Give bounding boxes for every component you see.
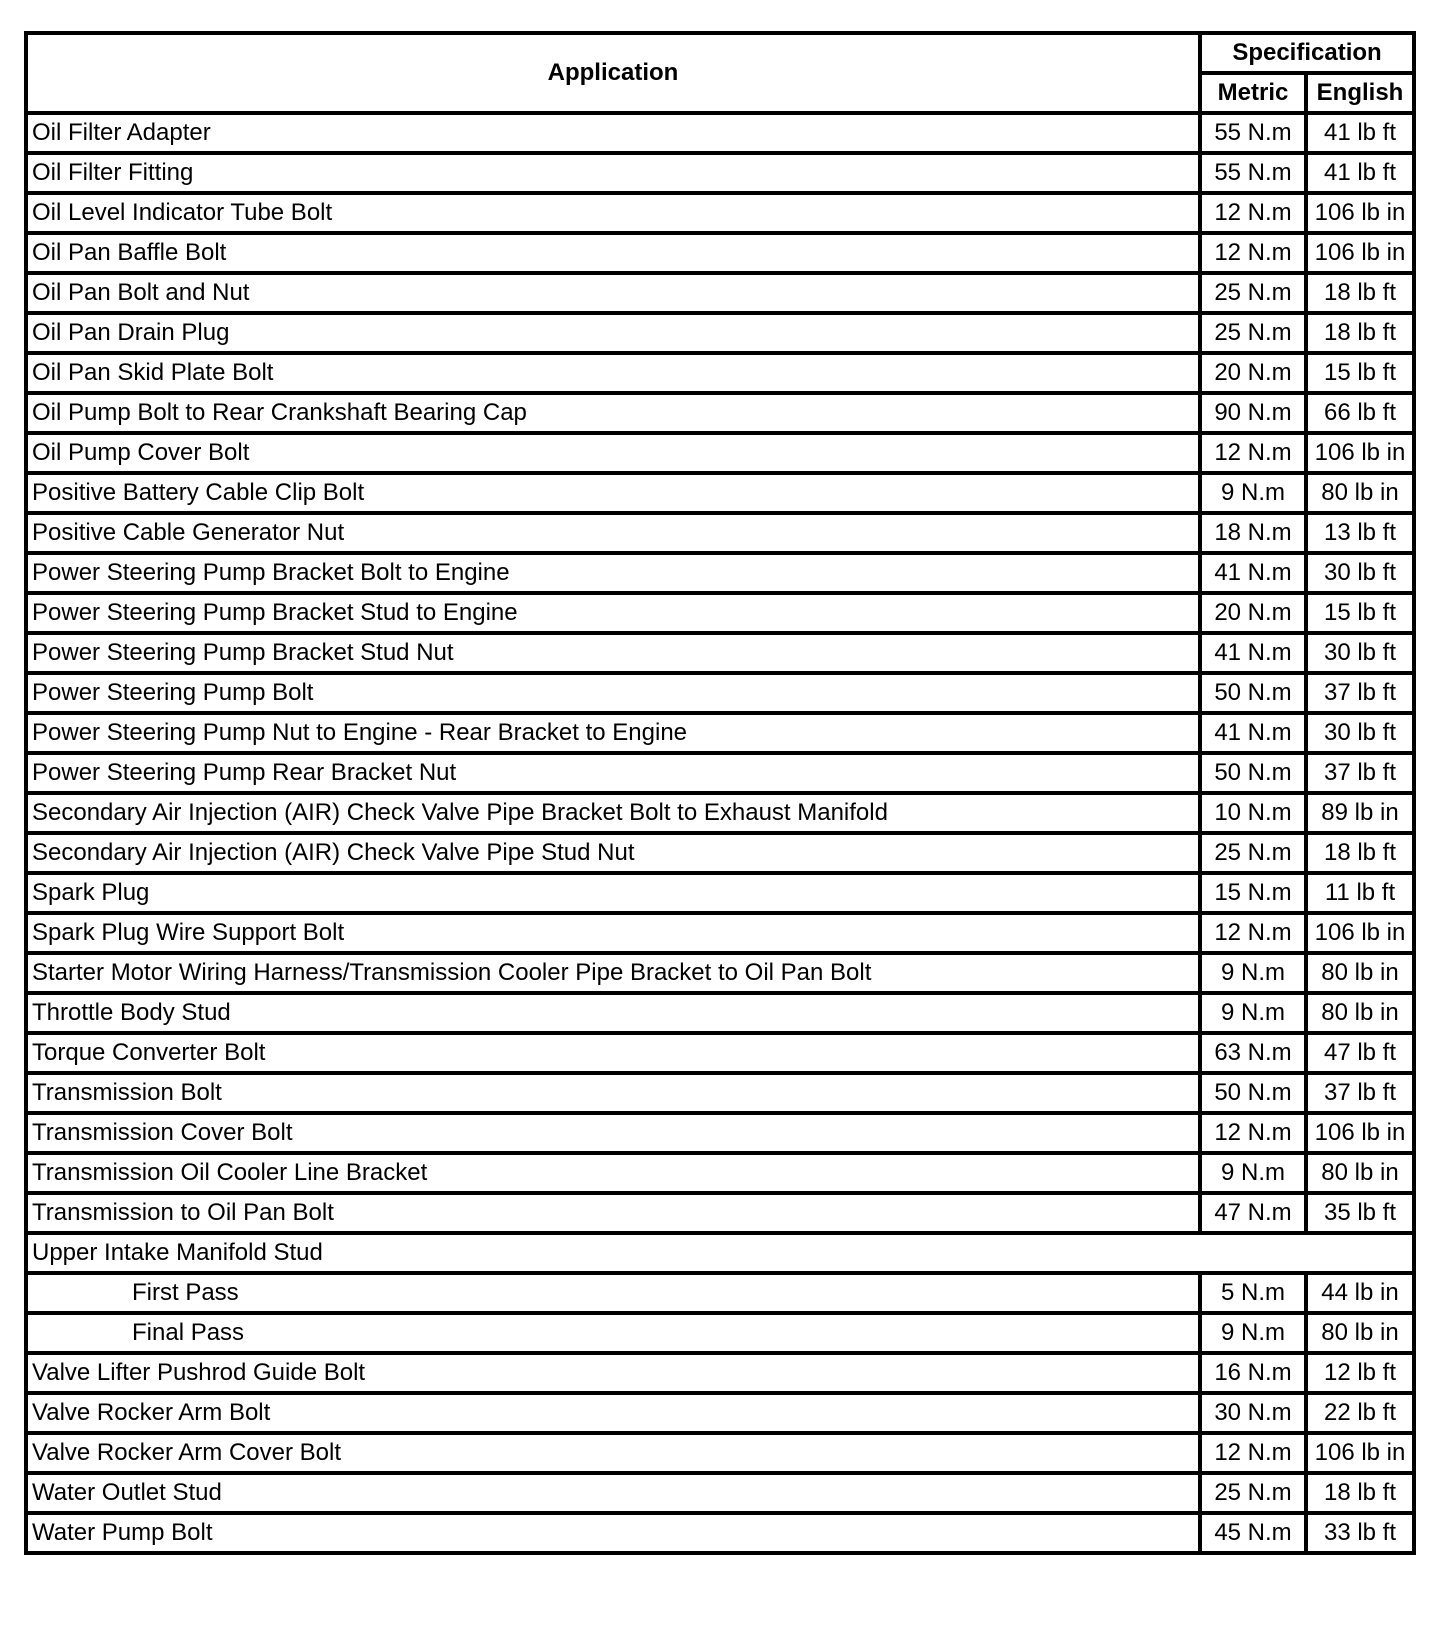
metric-cell: 90 N.m (1200, 393, 1306, 433)
english-cell: 30 lb ft (1306, 633, 1414, 673)
english-cell: 15 lb ft (1306, 353, 1414, 393)
table-row (26, 993, 1414, 1033)
table-row (26, 593, 1414, 633)
table-row (26, 873, 1414, 913)
metric-cell: 5 N.m (1200, 1273, 1306, 1313)
english-cell: 80 lb in (1306, 953, 1414, 993)
application-cell: Power Steering Pump Bracket Stud to Engine (26, 593, 1200, 633)
metric-cell: 45 N.m (1200, 1513, 1306, 1553)
english-header: English (1306, 73, 1414, 113)
table-row (26, 913, 1414, 953)
metric-cell: 25 N.m (1200, 313, 1306, 353)
table-group-row (26, 1233, 1414, 1273)
table-row (26, 393, 1414, 433)
english-cell: 47 lb ft (1306, 1033, 1414, 1073)
application-cell: Torque Converter Bolt (26, 1033, 1200, 1073)
table-row (26, 1073, 1414, 1113)
application-cell: Oil Pan Drain Plug (26, 313, 1200, 353)
table-row (26, 113, 1414, 153)
metric-cell: 9 N.m (1200, 953, 1306, 993)
application-cell: Oil Pan Baffle Bolt (26, 233, 1200, 273)
table-row (26, 1393, 1414, 1433)
table-row (26, 953, 1414, 993)
english-cell: 80 lb in (1306, 1153, 1414, 1193)
english-cell: 18 lb ft (1306, 313, 1414, 353)
metric-cell: 9 N.m (1200, 1153, 1306, 1193)
table-row (26, 1113, 1414, 1153)
table-row (26, 1273, 1414, 1313)
application-cell: Oil Pan Bolt and Nut (26, 273, 1200, 313)
metric-cell: 9 N.m (1200, 993, 1306, 1033)
application-cell: Secondary Air Injection (AIR) Check Valve Pipe Bracket Bolt to Exhaust Manifold (26, 793, 1200, 833)
metric-cell: 18 N.m (1200, 513, 1306, 553)
table-row (26, 1473, 1414, 1513)
english-cell: 18 lb ft (1306, 273, 1414, 313)
application-cell: Oil Filter Fitting (26, 153, 1200, 193)
metric-cell: 55 N.m (1200, 113, 1306, 153)
metric-cell: 30 N.m (1200, 1393, 1306, 1433)
torque-specification-table (24, 31, 1416, 1555)
application-cell: Power Steering Pump Bolt (26, 673, 1200, 713)
table-header (26, 33, 1414, 113)
english-cell: 89 lb in (1306, 793, 1414, 833)
english-cell: 66 lb ft (1306, 393, 1414, 433)
application-cell: Oil Pump Bolt to Rear Crankshaft Bearing Cap (26, 393, 1200, 433)
application-cell: Transmission Cover Bolt (26, 1113, 1200, 1153)
application-cell: Spark Plug Wire Support Bolt (26, 913, 1200, 953)
specification-header: Specification (1200, 33, 1414, 73)
application-cell: Water Pump Bolt (26, 1513, 1200, 1553)
table-row (26, 1193, 1414, 1233)
table-row (26, 833, 1414, 873)
application-cell: Oil Pan Skid Plate Bolt (26, 353, 1200, 393)
english-cell: 30 lb ft (1306, 713, 1414, 753)
metric-cell: 20 N.m (1200, 353, 1306, 393)
english-cell: 35 lb ft (1306, 1193, 1414, 1233)
application-cell: Transmission to Oil Pan Bolt (26, 1193, 1200, 1233)
english-cell: 106 lb in (1306, 1433, 1414, 1473)
application-cell: Oil Filter Adapter (26, 113, 1200, 153)
english-cell: 106 lb in (1306, 913, 1414, 953)
table-row (26, 1033, 1414, 1073)
metric-cell: 50 N.m (1200, 673, 1306, 713)
table-row (26, 473, 1414, 513)
application-cell: Positive Battery Cable Clip Bolt (26, 473, 1200, 513)
english-cell: 13 lb ft (1306, 513, 1414, 553)
metric-cell: 25 N.m (1200, 273, 1306, 313)
metric-cell: 12 N.m (1200, 1433, 1306, 1473)
table-row (26, 233, 1414, 273)
metric-cell: 12 N.m (1200, 233, 1306, 273)
metric-cell: 12 N.m (1200, 433, 1306, 473)
application-cell: Spark Plug (26, 873, 1200, 913)
application-cell: Power Steering Pump Bracket Bolt to Engine (26, 553, 1200, 593)
metric-cell: 9 N.m (1200, 1313, 1306, 1353)
english-cell: 30 lb ft (1306, 553, 1414, 593)
metric-cell: 50 N.m (1200, 753, 1306, 793)
table-row (26, 1153, 1414, 1193)
metric-cell: 12 N.m (1200, 913, 1306, 953)
english-cell: 41 lb ft (1306, 113, 1414, 153)
application-cell: Secondary Air Injection (AIR) Check Valve Pipe Stud Nut (26, 833, 1200, 873)
table-row (26, 553, 1414, 593)
metric-cell: 9 N.m (1200, 473, 1306, 513)
application-cell: Power Steering Pump Rear Bracket Nut (26, 753, 1200, 793)
application-cell: Power Steering Pump Nut to Engine - Rear Bracket to Engine (26, 713, 1200, 753)
english-cell: 44 lb in (1306, 1273, 1414, 1313)
english-cell: 11 lb ft (1306, 873, 1414, 913)
metric-cell: 41 N.m (1200, 633, 1306, 673)
english-cell: 37 lb ft (1306, 673, 1414, 713)
table-row (26, 1433, 1414, 1473)
table-body (26, 113, 1414, 1553)
english-cell: 18 lb ft (1306, 833, 1414, 873)
table-row (26, 713, 1414, 753)
application-cell: Transmission Oil Cooler Line Bracket (26, 1153, 1200, 1193)
english-cell: 12 lb ft (1306, 1353, 1414, 1393)
english-cell: 15 lb ft (1306, 593, 1414, 633)
metric-cell: 41 N.m (1200, 553, 1306, 593)
metric-cell: 16 N.m (1200, 1353, 1306, 1393)
english-cell: 37 lb ft (1306, 1073, 1414, 1113)
table-row (26, 1353, 1414, 1393)
metric-cell: 25 N.m (1200, 1473, 1306, 1513)
application-cell: First Pass (26, 1273, 1200, 1313)
table-row (26, 193, 1414, 233)
metric-cell: 25 N.m (1200, 833, 1306, 873)
application-cell: Transmission Bolt (26, 1073, 1200, 1113)
metric-cell: 12 N.m (1200, 1113, 1306, 1153)
metric-header: Metric (1200, 73, 1306, 113)
table-row (26, 313, 1414, 353)
english-cell: 80 lb in (1306, 473, 1414, 513)
english-cell: 41 lb ft (1306, 153, 1414, 193)
table-row (26, 273, 1414, 313)
application-cell: Upper Intake Manifold Stud (26, 1233, 1414, 1273)
application-cell: Valve Lifter Pushrod Guide Bolt (26, 1353, 1200, 1393)
table-row (26, 753, 1414, 793)
table-row (26, 353, 1414, 393)
application-cell: Oil Pump Cover Bolt (26, 433, 1200, 473)
application-cell: Starter Motor Wiring Harness/Transmission Cooler Pipe Bracket to Oil Pan Bolt (26, 953, 1200, 993)
english-cell: 106 lb in (1306, 193, 1414, 233)
application-cell: Valve Rocker Arm Bolt (26, 1393, 1200, 1433)
application-cell: Oil Level Indicator Tube Bolt (26, 193, 1200, 233)
table-row (26, 633, 1414, 673)
english-cell: 22 lb ft (1306, 1393, 1414, 1433)
english-cell: 33 lb ft (1306, 1513, 1414, 1553)
table-row (26, 1313, 1414, 1353)
application-header: Application (26, 33, 1200, 113)
table-row (26, 793, 1414, 833)
application-cell: Valve Rocker Arm Cover Bolt (26, 1433, 1200, 1473)
table-row (26, 433, 1414, 473)
metric-cell: 55 N.m (1200, 153, 1306, 193)
english-cell: 18 lb ft (1306, 1473, 1414, 1513)
application-cell: Positive Cable Generator Nut (26, 513, 1200, 553)
metric-cell: 12 N.m (1200, 193, 1306, 233)
table-row (26, 1513, 1414, 1553)
english-cell: 80 lb in (1306, 993, 1414, 1033)
application-cell: Final Pass (26, 1313, 1200, 1353)
english-cell: 106 lb in (1306, 233, 1414, 273)
table-row (26, 673, 1414, 713)
english-cell: 106 lb in (1306, 1113, 1414, 1153)
english-cell: 80 lb in (1306, 1313, 1414, 1353)
metric-cell: 10 N.m (1200, 793, 1306, 833)
metric-cell: 63 N.m (1200, 1033, 1306, 1073)
metric-cell: 15 N.m (1200, 873, 1306, 913)
metric-cell: 50 N.m (1200, 1073, 1306, 1113)
table-row (26, 513, 1414, 553)
application-cell: Power Steering Pump Bracket Stud Nut (26, 633, 1200, 673)
application-cell: Water Outlet Stud (26, 1473, 1200, 1513)
english-cell: 106 lb in (1306, 433, 1414, 473)
metric-cell: 20 N.m (1200, 593, 1306, 633)
table-row (26, 153, 1414, 193)
metric-cell: 41 N.m (1200, 713, 1306, 753)
metric-cell: 47 N.m (1200, 1193, 1306, 1233)
english-cell: 37 lb ft (1306, 753, 1414, 793)
application-cell: Throttle Body Stud (26, 993, 1200, 1033)
